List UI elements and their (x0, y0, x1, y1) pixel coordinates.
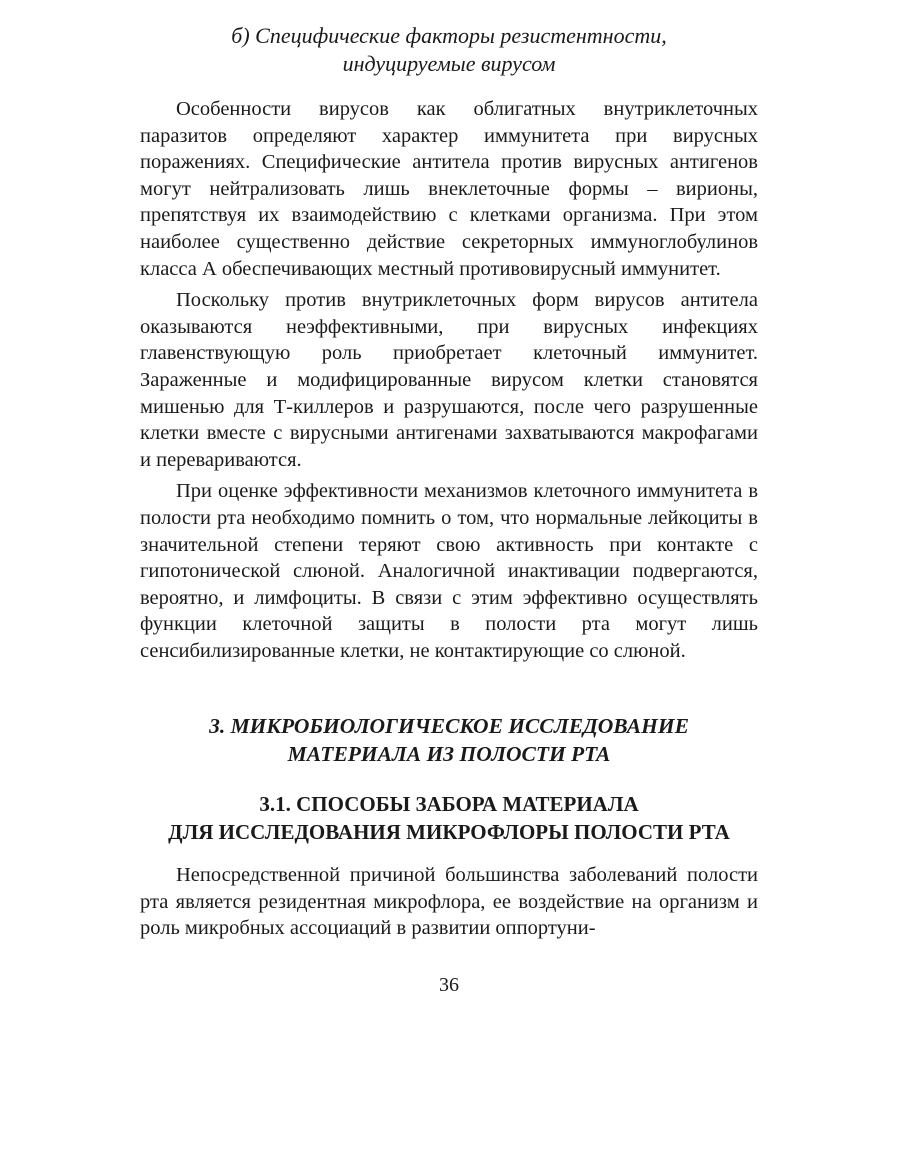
sub-heading-line-2: ДЛЯ ИССЛЕДОВАНИЯ МИКРОФЛОРЫ ПОЛОСТИ РТА (168, 820, 730, 844)
section-heading-line-2: МАТЕРИАЛА ИЗ ПОЛОСТИ РТА (287, 742, 611, 766)
subsection-heading-line-2: индуцируемые вирусом (342, 51, 556, 76)
sub-heading-line-1: 3.1. СПОСОБЫ ЗАБОРА МАТЕРИАЛА (259, 792, 639, 816)
section-heading (140, 712, 758, 768)
paragraph-resident-microflora: Непосредственной причиной большинства заболеваний полости рта является резидентная микрофлора, ее воздействие на организм и роль микробных ассоциаций в развитии оппортуни- (140, 864, 758, 940)
body-text-continued (140, 862, 758, 942)
body-text (140, 96, 758, 664)
page-number: 36 (439, 974, 459, 996)
subsection-3-1-heading (130, 790, 768, 846)
subsection-heading (140, 22, 758, 78)
paragraph-antibodies: Особенности вирусов как облигатных внутриклеточных паразитов определяют характер иммунитета при вирусных поражениях. Специфические антитела против вирусных антигенов могут нейтрализовать лишь внеклеточные формы – вирионы, препятствуя их взаимодействию с клетками организма. При этом наиболее существенно действие секреторных иммуноглобулинов класса А обеспечивающих местный противовирусный иммунитет. (140, 98, 758, 280)
paragraph-oral-cavity: При оценке эффективности механизмов клеточного иммунитета в полости рта необходимо помнить о том, что нормальные лейкоциты в значительной степени теряют свою активность при контакте с гипотонической слюной. Аналогичной инактивации подвергаются, вероятно, и лимфоциты. В связи с этим эффективно осуществлять функции клеточной защиты в полости рта могут лишь сенсибилизированные клетки, не контактирующие со слюной. (140, 480, 758, 662)
subsection-heading-line-1: б) Специфические факторы резистентности, (231, 23, 667, 48)
section-heading-line-1: 3. МИКРОБИОЛОГИЧЕСКОЕ ИССЛЕДОВАНИЕ (209, 714, 689, 738)
paragraph-cellular-immunity: Поскольку против внутриклеточных форм вирусов антитела оказываются неэффективными, при вирусных инфекциях главенствующую роль приобретает клеточный иммунитет. Зараженные и модифицированные вирусом клетки становятся мишенью для Т-киллеров и разрушаются, после чего разрушенные клетки вместе с вирусными антигенами захватываются макрофагами и перевариваются. (140, 289, 758, 471)
